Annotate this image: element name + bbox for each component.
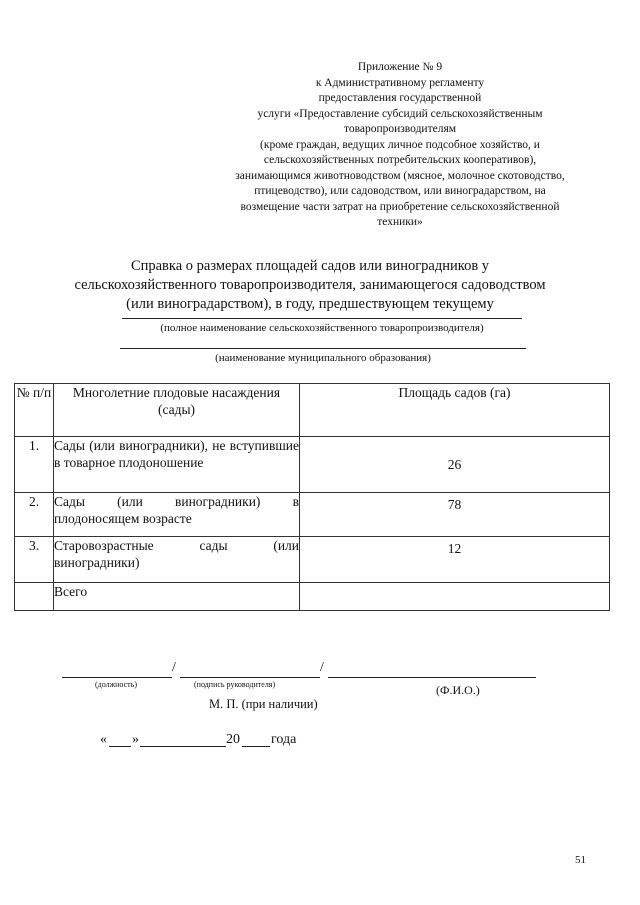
appendix-line: Приложение № 9 <box>357 61 443 73</box>
appendix-line: товаропроизводителям <box>343 123 457 135</box>
position-line <box>62 677 172 678</box>
date-year-line <box>242 746 270 747</box>
producer-name-line <box>122 318 522 319</box>
appendix-line: (кроме граждан, ведущих личное подсобное хозяйство, и <box>260 138 540 151</box>
producer-name-caption: (полное наименование сельскохозяйственного товаропроизводителя) <box>160 322 484 334</box>
row-area: 12 <box>300 537 610 583</box>
signature-separator: / <box>320 660 324 675</box>
appendix-header <box>200 60 600 231</box>
title-line: Справка о размерах площадей садов или виноградников у <box>130 258 490 274</box>
signature-line <box>180 677 320 678</box>
header-area: Площадь садов (га) <box>300 384 610 437</box>
table-total-row <box>15 583 610 611</box>
signature-separator: / <box>172 660 176 675</box>
title-line: (или виноградарством), в году, предшествующем текущему <box>126 296 494 312</box>
municipality-name-line <box>120 348 526 349</box>
date-year-prefix: 20 <box>226 732 240 747</box>
document-title <box>40 257 580 314</box>
position-caption: (должность) <box>95 680 137 689</box>
table-header-row <box>15 384 610 437</box>
stamp-note: М. П. (при наличии) <box>209 697 318 711</box>
appendix-line: техники» <box>377 216 423 228</box>
title-line: сельскохозяйственного товаропроизводителя, занимающегося садоводством <box>74 277 546 293</box>
row-number: 1. <box>15 437 54 493</box>
date-quote-close: » <box>132 732 139 747</box>
appendix-line: сельскохозяйственных потребительских кооперативов), <box>263 154 537 166</box>
table-row <box>15 437 610 493</box>
header-number: № п/п <box>15 384 54 437</box>
row-number: 3. <box>15 537 54 583</box>
page-number: 51 <box>575 854 586 866</box>
signature-caption: (подпись руководителя) <box>194 680 276 689</box>
appendix-line: услуги «Предоставление субсидий сельскохозяйственным <box>257 107 543 120</box>
date-day-line <box>109 746 131 747</box>
row-name: Сады (или виноградники) в плодоносящем возрасте <box>54 493 300 537</box>
appendix-line: к Административному регламенту <box>315 76 485 89</box>
date-suffix: года <box>271 732 297 747</box>
date-quote-open: « <box>100 732 107 747</box>
header-plantings: Многолетние плодовые насаждения (сады) <box>54 384 300 437</box>
date-month-line <box>140 746 226 747</box>
appendix-line: возмещение части затрат на приобретение сельскохозяйственной <box>240 200 560 213</box>
total-number-cell <box>15 583 54 611</box>
row-name: Сады (или виноградники), не вступившие в товарное плодоношение <box>54 437 300 493</box>
appendix-line: птицеводство), или садоводством, или виноградарством, на <box>254 185 546 197</box>
fio-caption: (Ф.И.О.) <box>436 683 480 697</box>
row-name: Старовозрастные сады (или виноградники) <box>54 537 300 583</box>
municipality-name-caption: (наименование муниципального образования) <box>215 352 431 364</box>
garden-area-table <box>14 383 610 611</box>
row-number: 2. <box>15 493 54 537</box>
appendix-line: предоставления государственной <box>318 92 482 104</box>
appendix-line: занимающимся животноводством (мясное, молочное скотоводство, <box>235 169 565 182</box>
total-value <box>300 583 610 611</box>
table-row <box>15 537 610 583</box>
fio-line <box>328 677 536 678</box>
total-label: Всего <box>54 583 300 611</box>
row-area: 26 <box>300 437 610 493</box>
row-area: 78 <box>300 493 610 537</box>
table-row <box>15 493 610 537</box>
